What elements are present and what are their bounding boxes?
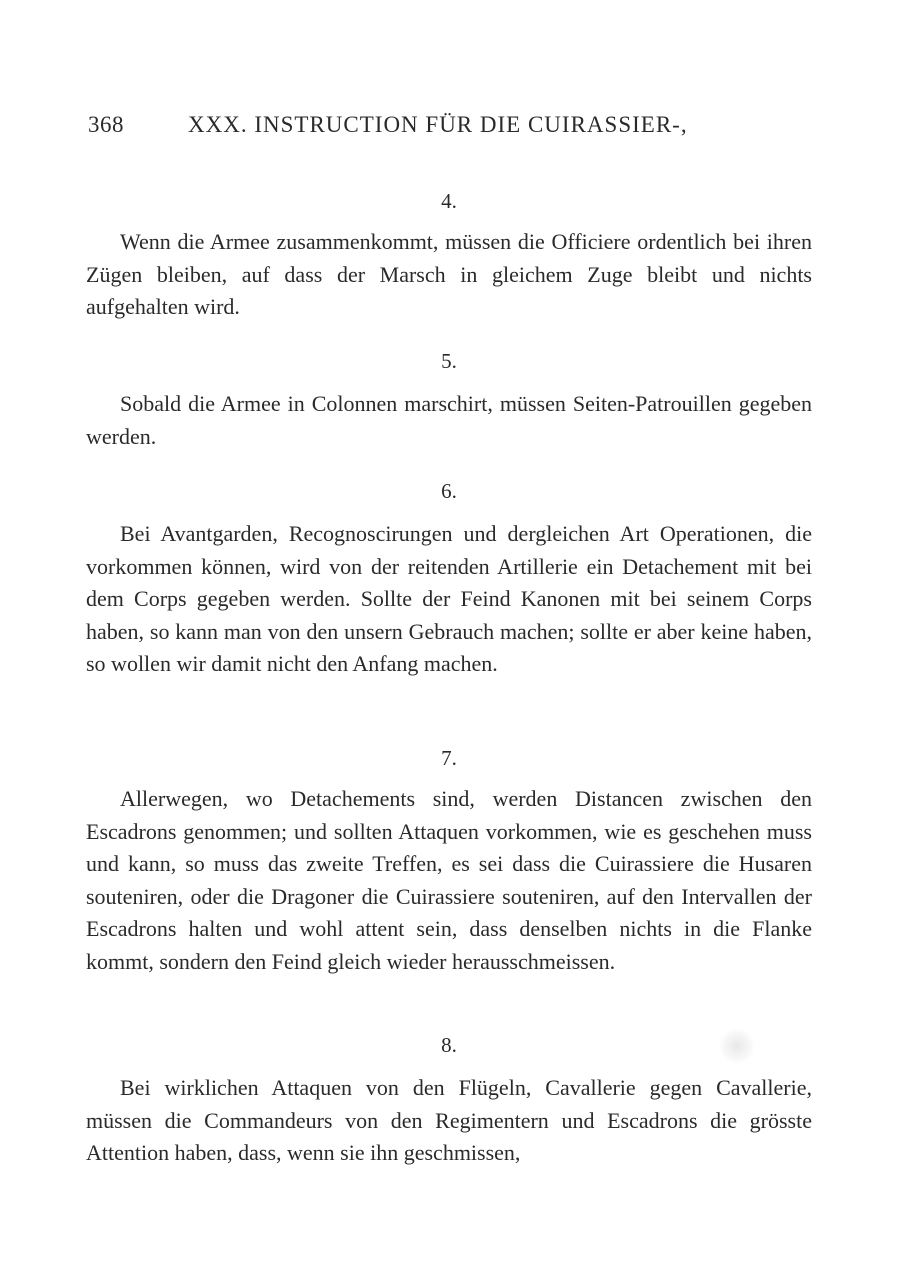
running-head bbox=[88, 112, 812, 144]
ink-smudge bbox=[720, 1028, 754, 1064]
section-6 bbox=[86, 476, 812, 681]
paragraph: Wenn die Armee zusammenkommt, müssen die Officiere ordentlich bei ihren Zügen bleiben, auf dass der Marsch in gleichem Zuge bleibt und nichts aufgehalten wird. bbox=[86, 229, 812, 319]
section-number: 4. bbox=[441, 189, 457, 213]
section-number: 5. bbox=[441, 349, 457, 373]
section-7 bbox=[86, 743, 812, 978]
running-title: XXX. INSTRUCTION FÜR DIE CUIRASSIER-, bbox=[188, 112, 688, 137]
section-number: 7. bbox=[441, 746, 457, 770]
paragraph: Bei wirklichen Attaquen von den Flügeln, Cavallerie gegen Cavallerie, müssen die Commandeurs von den Regimentern und Escadrons die grösste Attention haben, dass, wenn sie ihn geschmissen, bbox=[86, 1075, 812, 1165]
page-number: 368 bbox=[88, 112, 124, 137]
paragraph: Bei Avantgarden, Recognoscirungen und dergleichen Art Operationen, die vorkommen können, wird von der reitenden Artillerie ein Detachement mit bei dem Corps gegeben werden. Sollte der Feind Kanonen mit bei seinem Corps haben, so kann man von den unsern Gebrauch machen; sollte er aber keine haben, so wollen wir damit nicht den Anfang machen. bbox=[86, 521, 812, 676]
section-8 bbox=[86, 1030, 812, 1170]
section-5 bbox=[86, 346, 812, 453]
paragraph: Sobald die Armee in Colonnen marschirt, müssen Seiten-Patrouillen gegeben werden. bbox=[86, 391, 812, 449]
section-number: 8. bbox=[441, 1033, 457, 1057]
section-number: 6. bbox=[441, 479, 457, 503]
paragraph: Allerwegen, wo Detachements sind, werden Distancen zwischen den Escadrons genommen; und sollten Attaquen vorkommen, wie es geschehen muss und kann, so muss das zweite Treffen, es sei dass die Cuirassiere die Husaren souteniren, oder die Dragoner die Cuirassiere souteniren, auf den Intervallen der Escadrons halten und wohl attent sein, dass denselben nichts in die Flanke kommt, sondern den Feind gleich wieder herausschmeissen. bbox=[86, 786, 812, 974]
section-4 bbox=[86, 186, 812, 324]
